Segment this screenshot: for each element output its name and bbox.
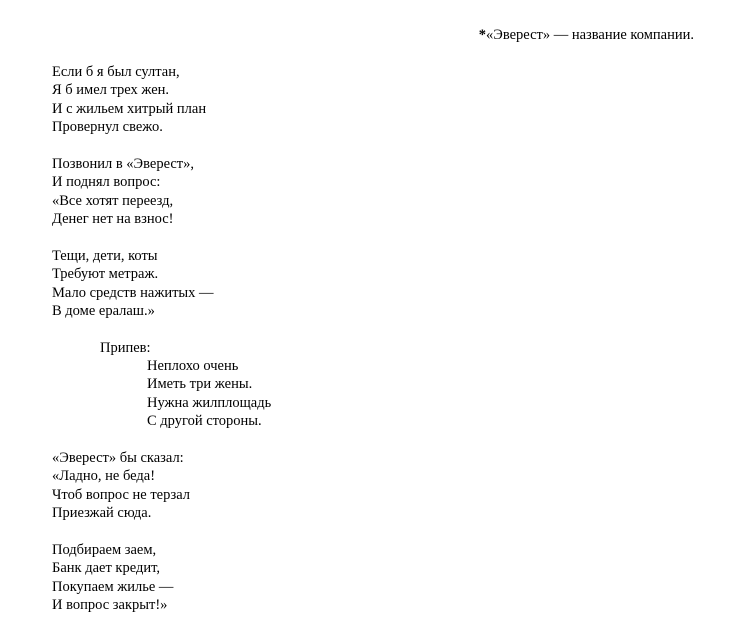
verse-line: И поднял вопрос: — [52, 174, 161, 191]
chorus-line: Иметь три жены. — [147, 376, 253, 393]
verse-4 — [52, 449, 190, 523]
verse-line: Провернул свежо. — [52, 119, 163, 136]
chorus-line: Нужна жилплощадь — [147, 394, 272, 411]
verse-line: Я б имел трех жен. — [52, 82, 170, 99]
verse-line: Тещи, дети, коты — [52, 248, 158, 264]
verse-1 — [52, 63, 206, 137]
verse-line: Позвонил в «Эверест», — [52, 156, 195, 172]
verse-5 — [52, 541, 173, 615]
verse-line: И вопрос закрыт!» — [52, 597, 168, 614]
footnote-marker: * — [478, 27, 486, 43]
verse-line: «Все хотят переезд, — [52, 192, 174, 209]
chorus-label: Припев: — [100, 340, 151, 356]
verse-2 — [52, 155, 194, 229]
verse-line: Банк дает кредит, — [52, 560, 160, 577]
verse-line: И с жильем хитрый план — [52, 100, 207, 117]
footnote — [479, 26, 694, 44]
verse-line: В доме ералаш.» — [52, 303, 155, 320]
verse-line: Денег нет на взнос! — [52, 211, 174, 228]
verse-line: Чтоб вопрос не терзал — [52, 486, 191, 503]
chorus-line: Неплохо очень — [147, 358, 239, 374]
verse-line: Приезжай сюда. — [52, 505, 152, 522]
verse-line: «Ладно, не беда! — [52, 468, 156, 485]
chorus-line: С другой стороны. — [147, 413, 262, 430]
chorus — [147, 357, 271, 431]
verse-line: Требуют метраж. — [52, 266, 159, 283]
footnote-text: «Эверест» — название компании. — [486, 27, 694, 43]
verse-line: Подбираем заем, — [52, 542, 157, 558]
verse-line: Мало средств нажитых — — [52, 284, 214, 301]
verse-line: «Эверест» бы сказал: — [52, 450, 184, 466]
verse-line: Если б я был султан, — [52, 64, 180, 80]
verse-line: Покупаем жилье — — [52, 578, 174, 595]
verse-3 — [52, 247, 214, 321]
